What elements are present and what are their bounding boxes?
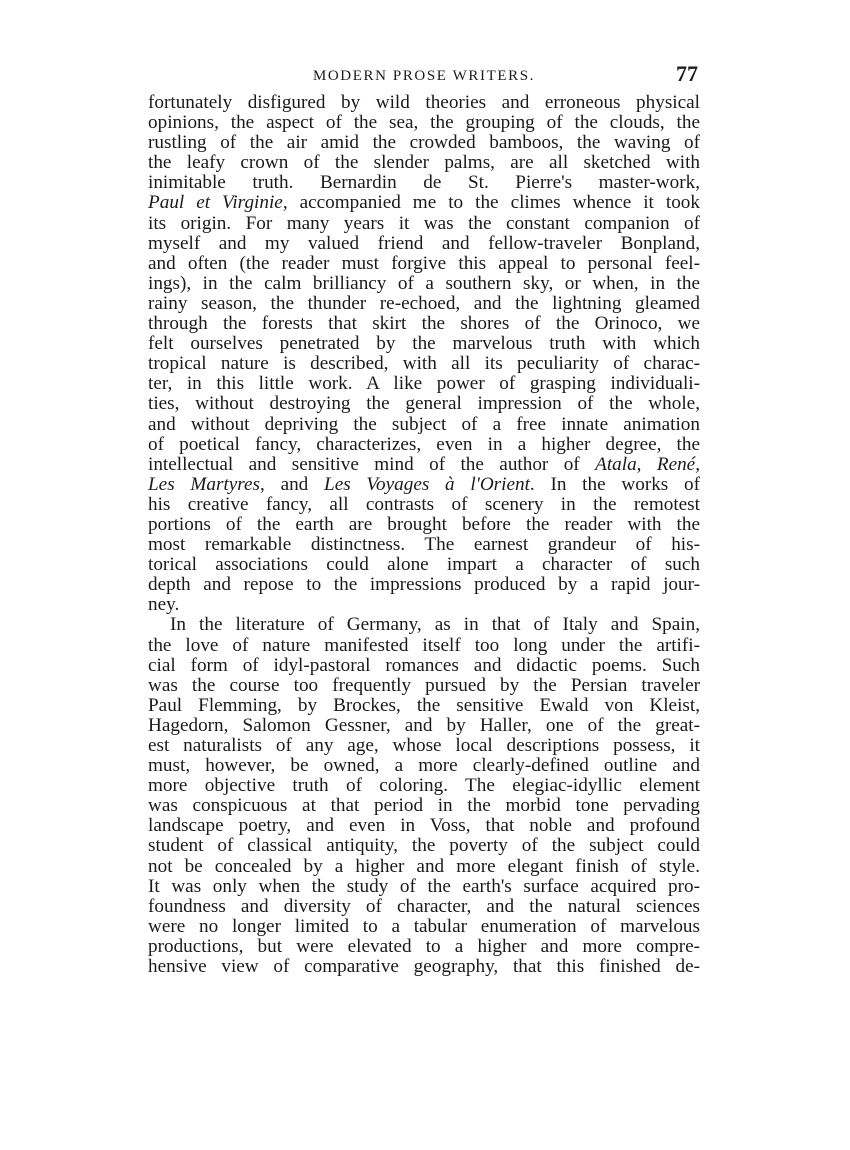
text-line <box>148 173 700 193</box>
text-segment: Paul Flemming, by Brockes, the sensitive Ewald von Kleist, <box>148 694 700 716</box>
text-segment: through the forests that skirt the shores of the Orinoco, we <box>148 313 700 335</box>
text-segment: most remarkable distinctness. The earnest grandeur of his- <box>148 534 700 556</box>
text-segment: fortunately disfigured by wild theories and erroneous physical <box>148 92 700 113</box>
page-number: 77 <box>676 61 698 86</box>
text-line <box>148 816 700 836</box>
text-segment: was conspicuous at that period in the morbid tone pervading <box>148 795 700 817</box>
text-line <box>148 957 700 977</box>
text-line <box>148 214 700 234</box>
text-segment: In the literature of Germany, as in that of Italy and Spain, <box>170 614 700 636</box>
text-line <box>148 656 700 676</box>
text-line <box>148 234 700 254</box>
text-segment: . In the works of <box>529 473 700 495</box>
text-line <box>148 857 700 877</box>
text-line <box>148 937 700 957</box>
text-line <box>148 736 700 756</box>
text-segment: were no longer limited to a tabular enumeration of marvelous <box>148 915 700 937</box>
text-segment: not be concealed by a higher and more elegant finish of style. <box>148 855 700 877</box>
text-segment: its origin. For many years it was the constant companion of <box>148 212 700 234</box>
text-line <box>148 274 700 294</box>
text-line <box>148 575 700 595</box>
text-line <box>148 435 700 455</box>
italic-title-text: Paul et Virginie <box>148 192 283 214</box>
text-line <box>148 495 700 515</box>
text-segment: foundness and diversity of character, and the natural sciences <box>148 895 700 917</box>
body-text <box>148 93 700 977</box>
text-line <box>148 153 700 173</box>
text-line <box>148 676 700 696</box>
text-segment: ties, without destroying the general impression of the whole, <box>148 393 700 415</box>
text-line <box>148 415 700 435</box>
running-head-title: MODERN PROSE WRITERS. <box>312 68 536 84</box>
italic-title-text: Atala, René, <box>595 453 700 475</box>
text-segment: ings), in the calm brilliancy of a southern sky, or when, in the <box>148 272 700 294</box>
text-segment: rustling of the air amid the crowded bamboos, the waving of <box>148 132 700 154</box>
text-line <box>148 555 700 575</box>
text-segment: est naturalists of any age, whose local descriptions possess, it <box>148 735 700 756</box>
text-line <box>148 515 700 535</box>
text-line <box>148 374 700 394</box>
text-segment: must, however, be owned, a more clearly-defined outline and <box>148 755 700 777</box>
text-line <box>148 756 700 776</box>
text-segment: cial form of idyl-pastoral romances and didactic poems. Such <box>148 654 700 676</box>
text-segment: opinions, the aspect of the sea, the grouping of the clouds, the <box>148 112 700 134</box>
text-segment: tropical nature is described, with all its peculiarity of charac- <box>148 353 700 375</box>
text-segment: the leafy crown of the slender palms, are all sketched with <box>148 152 700 174</box>
text-segment: ney. <box>148 594 180 616</box>
text-segment: student of classical antiquity, the poverty of the subject could <box>148 835 700 857</box>
text-line <box>148 394 700 414</box>
text-segment: more objective truth of coloring. The elegiac-idyllic element <box>148 775 700 797</box>
text-segment: depth and repose to the impressions produced by a rapid jour- <box>148 574 700 596</box>
text-line <box>148 535 700 555</box>
text-segment: portions of the earth are brought before the reader with the <box>148 513 700 535</box>
text-line <box>148 917 700 937</box>
text-line <box>148 354 700 374</box>
text-line <box>148 93 700 113</box>
text-segment: landscape poetry, and even in Voss, that noble and profound <box>148 815 700 837</box>
text-segment: rainy season, the thunder re-echoed, and the lightning gleamed <box>148 292 700 314</box>
text-line <box>148 455 700 475</box>
text-segment: inimitable truth. Bernardin de St. Pierre's master-work, <box>148 172 700 194</box>
text-segment: productions, but were elevated to a higher and more compre- <box>148 935 700 957</box>
text-segment: and often (the reader must forgive this appeal to personal feel- <box>148 252 700 274</box>
text-segment: torical associations could alone impart a character of such <box>148 554 700 576</box>
text-segment: and without depriving the subject of a free innate animation <box>148 413 700 435</box>
text-segment: hensive view of comparative geography, that this finished de- <box>148 956 700 978</box>
text-line <box>148 696 700 716</box>
text-segment: was the course too frequently pursued by the Persian traveler <box>148 674 700 696</box>
running-head <box>148 60 700 90</box>
text-line <box>148 595 700 615</box>
text-line <box>148 475 700 495</box>
text-line <box>148 314 700 334</box>
italic-title-text: Les Martyres <box>148 473 261 495</box>
text-line <box>148 877 700 897</box>
text-line <box>148 776 700 796</box>
text-segment: his creative fancy, all contrasts of scenery in the remotest <box>148 493 700 515</box>
text-line <box>148 193 700 213</box>
text-line <box>148 334 700 354</box>
text-line <box>148 254 700 274</box>
text-line <box>148 133 700 153</box>
text-segment: Hagedorn, Salomon Gessner, and by Haller, one of the great- <box>148 714 700 736</box>
text-line <box>148 796 700 816</box>
text-segment: It was only when the study of the earth's surface acquired pro- <box>148 875 700 897</box>
text-line <box>148 716 700 736</box>
text-line <box>148 836 700 856</box>
text-segment: the love of nature manifested itself too long under the artifi- <box>148 634 700 656</box>
text-line <box>148 636 700 656</box>
text-segment: , and <box>260 473 325 495</box>
text-segment: felt ourselves penetrated by the marvelous truth with which <box>148 333 700 355</box>
text-segment: of poetical fancy, characterizes, even in a higher degree, the <box>148 433 700 455</box>
text-line <box>148 294 700 314</box>
text-segment: intellectual and sensitive mind of the author of <box>148 453 596 475</box>
text-segment: ter, in this little work. A like power of grasping individuali- <box>148 373 700 395</box>
text-segment: myself and my valued friend and fellow-traveler Bonpland, <box>148 232 700 254</box>
text-line <box>148 897 700 917</box>
text-line <box>148 113 700 133</box>
text-line <box>148 615 700 635</box>
text-segment: , accompanied me to the climes whence it took <box>282 192 700 214</box>
italic-title-text: Les Voyages à l'Orient <box>324 473 530 495</box>
